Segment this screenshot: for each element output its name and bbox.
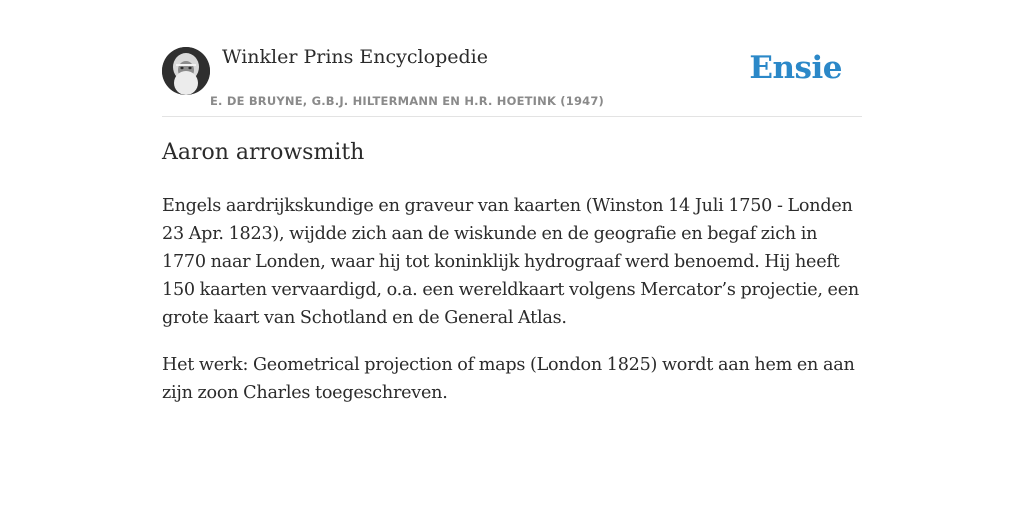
page — [162, 0, 862, 403]
entry-body — [162, 192, 862, 426]
source-authors: E. DE BRUYNE, G.B.J. HILTERMANN EN H.R. HOETINK (1947) — [210, 94, 605, 108]
entry-paragraph: Engels aardrijkskundige en graveur van kaarten (Winston 14 Juli 1750 - Londen 23 Apr. 1823), wijdde zich aan de wiskunde en de geografie en begaf zich in 1770 naar Londen, waar hij tot koninklijk hydrograaf werd benoemd. Hij heeft 150 kaarten vervaardigd, o.a. een wereldkaart volgens Mercator’s projectie, een grote kaart van Schotland en de General Atlas. — [162, 196, 859, 328]
source-title[interactable]: Winkler Prins Encyclopedie — [222, 46, 488, 68]
source-header — [162, 0, 862, 117]
entry-paragraph: Het werk: Geometrical projection of maps (London 1825) wordt aan hem en aan zijn zoon Charles toegeschreven. — [162, 355, 855, 403]
ensie-logo[interactable]: Ensie — [749, 50, 842, 86]
author-portrait-icon[interactable] — [162, 47, 210, 95]
entry-title: Aaron arrowsmith — [162, 140, 365, 165]
